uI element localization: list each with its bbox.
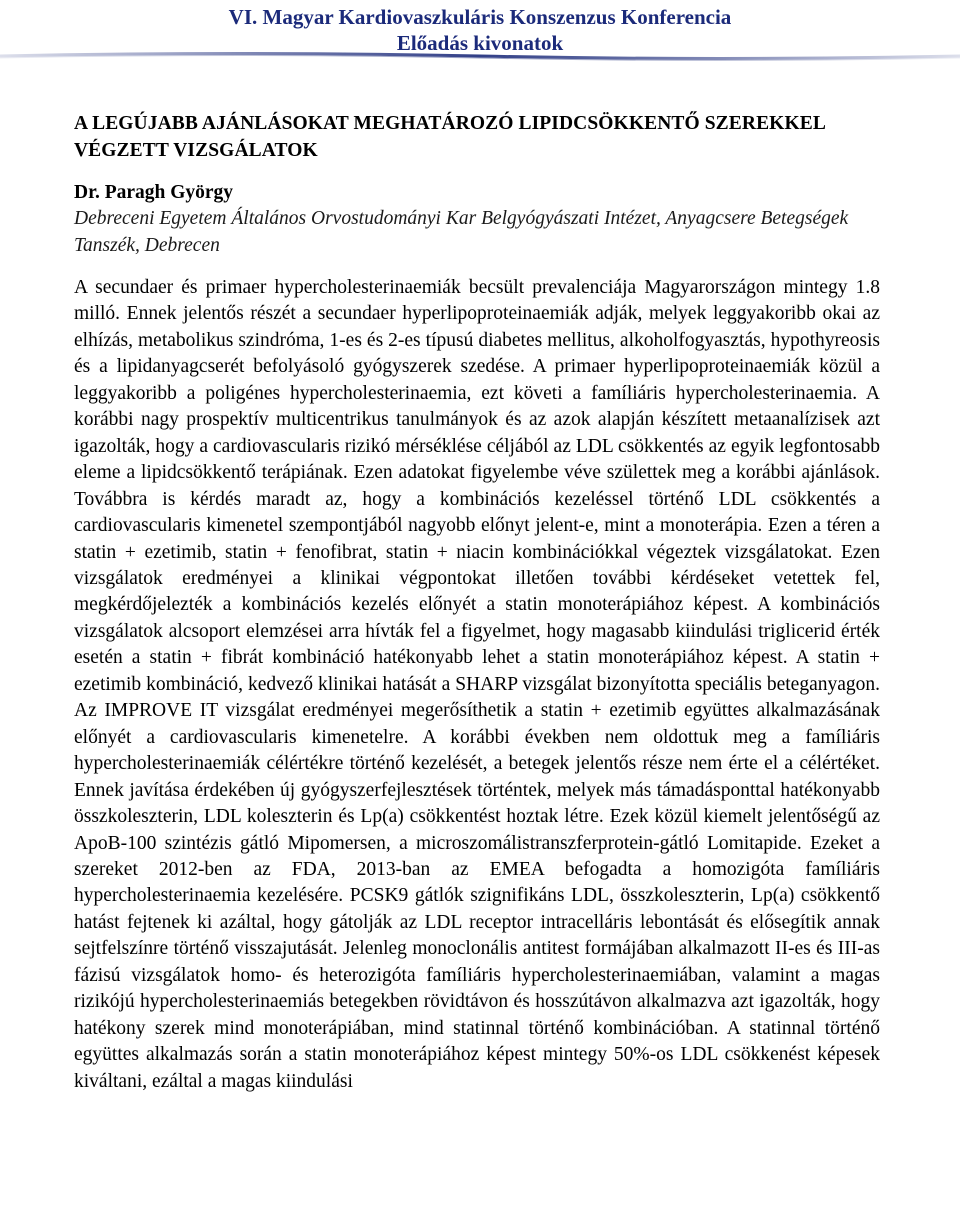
- abstract-body: A secundaer és primaer hypercholesterinaemiák becsült prevalenciája Magyarországon mintegy 1.8 milló. Ennek jelentős részét a secundaer hyperlipoproteinaemiák adják, melyek leggyakoribb okai az elhízás, metabolikus szindróma, 1-es és 2-es típusú diabetes mellitus, alkoholfogyasztás, hypothyreosis és a lipidanyagcserét befolyásoló gyógyszerek szedése. A primaer hyperlipoproteinaemiák közül a leggyakoribb a poligénes hypercholesterinaemia, ezt követi a famíliáris hypercholesterinaemia. A korábbi nagy prospektív multicentrikus tanulmányok és az azok alapján készített metaanalízisek azt igazolták, hogy a cardiovascularis rizikó mérséklése céljából az LDL csökkentés az egyik legfontosabb eleme a lipidcsökkentő terápiának. Ezen adatokat figyelembe véve születtek meg a korábbi ajánlások. Továbbra is kérdés maradt az, hogy a kombinációs kezeléssel történő LDL csökkentés a cardiovascularis kimenetel szempontjából nagyobb előnyt jelent-e, mint a monoterápia. Ezen a téren a statin + ezetimib, statin + fenofibrat, statin + niacin kombinációkkal végeztek vizsgálatokat. Ezen vizsgálatok eredményei a klinikai végpontokat illetően további kérdéseket vetettek fel, megkérdőjelezték a kombinációs kezelés előnyét a statin monoterápiához képest. A kombinációs vizsgálatok alcsoport elemzései arra hívták fel a figyelmet, hogy magasabb kiindulási triglicerid érték esetén a statin + fibrát kombináció hatékonyabb lehet a statin monoterápiához képest. A statin + ezetimib kombináció, kedvező klinikai hatását a SHARP vizsgálat bizonyította speciális beteganyagon. Az IMPROVE IT vizsgálat eredményei megerősíthetik a statin + ezetimib együttes alkalmazásának előnyét a cardiovascularis kimenetelre. A korábbi években nem oldottuk meg a famíliáris hypercholesterinaemiák célértékre történő kezelését, a betegek jelentős része nem érte el a célértéket. Ennek javítása érdekében új gyógyszerfejlesztések történtek, melyek más támadásponttal hatékonyabb összkoleszterin, LDL koleszterin és Lp(a) csökkentést hoztak létre. Ezek közül kiemelt jelentőségű az ApoB-100 szintézis gátló Mipomersen, a microszomálistranszferprotein-gátló Lomitapide. Ezeket a szereket 2012-ben az FDA, 2013-ban az EMEA befogadta a homozigóta famíliáris hypercholesterinaemia kezelésére. PCSK9 gátlók szignifikáns LDL, összkoleszterin, Lp(a) csökkentő hatást fejtenek ki azáltal, hogy gátolják az LDL receptor intracelláris lebontását és elősegítik annak sejtfelszínre történő visszajutását. Jelenleg monoclonális antitest formájában alkalmazott II-es és III-as fázisú vizsgálatok homo- és heterozigóta famíliáris hypercholesterinaemiában, valamint a magas rizikójú hypercholesterinaemiás betegekben rövidtávon és hosszútávon alkalmazva azt igazolták, hogy hatékony szerek mind monoterápiában, mind statinnal történő kombinációban. A statinnal történő együttes alkalmazás során a statin monoterápiához képest mintegy 50%-os LDL csökkenést képesek kiváltani, ezáltal a magas kiindulási: [74, 277, 880, 1092]
- header-decorative-rule: [0, 50, 960, 62]
- author-affiliation: Debreceni Egyetem Általános Orvostudományi Kar Belgyógyászati Intézet, Anyagcsere Betegségek Tanszék, Debrecen: [74, 208, 849, 256]
- page-header: [0, 0, 960, 56]
- conference-subtitle: Előadás kivonatok: [396, 31, 564, 55]
- abstract-title: A LEGÚJABB AJÁNLÁSOKAT MEGHATÁROZÓ LIPIDCSÖKKENTŐ SZEREKKEL VÉGZETT VIZSGÁLATOK: [74, 113, 825, 161]
- author-name: Dr. Paragh György: [74, 182, 234, 203]
- abstract-content: [74, 110, 880, 1095]
- conference-title: VI. Magyar Kardiovaszkuláris Konszenzus Konferencia: [228, 5, 732, 29]
